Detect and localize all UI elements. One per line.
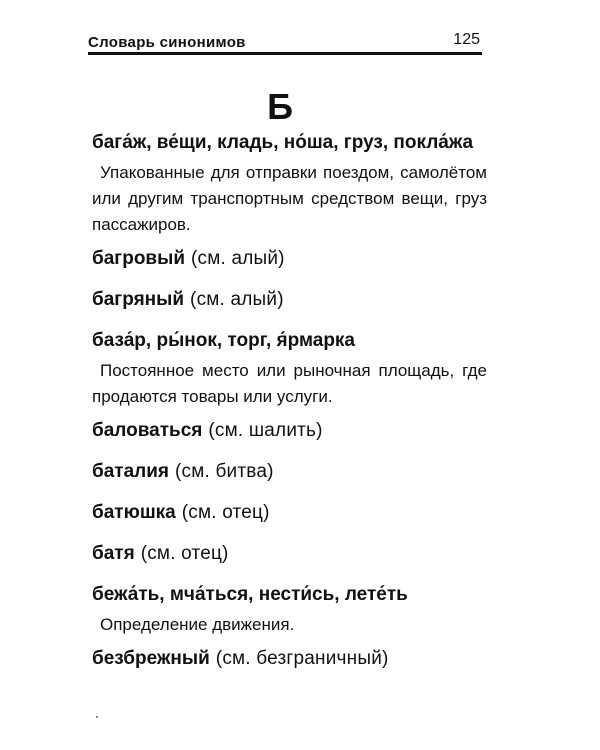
- headword: багряный: [92, 289, 185, 310]
- cross-reference: (см. битва): [175, 461, 274, 482]
- print-speck: [96, 716, 98, 718]
- entry-batyushka: [92, 500, 487, 525]
- headword: батя: [92, 543, 135, 564]
- entry-balovatsya: [92, 418, 487, 443]
- cross-reference: (см. отец): [140, 543, 229, 564]
- headword: багровый: [92, 248, 186, 269]
- entry-list: [92, 130, 487, 671]
- book-title: Словарь синонимов: [88, 34, 246, 51]
- definition: Упакованные для отправки поездом, самолётом или другим транспортным средством вещи, груз пассажиров.: [92, 163, 487, 234]
- entry-bagrovyi: [92, 246, 487, 271]
- header-rule: [88, 52, 482, 55]
- entry-bazar: [92, 328, 487, 410]
- headword: база́р, ры́нок, торг, я́рмарка: [92, 330, 356, 351]
- page-number: 125: [453, 31, 480, 48]
- running-head: [88, 30, 482, 54]
- entry-bezhat: [92, 582, 487, 638]
- cross-reference: (см. безграничный): [215, 648, 389, 669]
- section-letter: Б: [267, 86, 293, 127]
- entry-bataliya: [92, 459, 487, 484]
- entry-bagazh: [92, 130, 487, 238]
- headword: безбрежный: [92, 648, 210, 669]
- entry-bezbrezhnyi: [92, 646, 487, 671]
- headword: баталия: [92, 461, 170, 482]
- headword: бежа́ть, мча́ться, нести́сь, лете́ть: [92, 584, 408, 605]
- definition: Определение движения.: [100, 615, 295, 634]
- cross-reference: (см. шалить): [208, 420, 323, 441]
- headword: батюшка: [92, 502, 176, 523]
- definition: Постоянное место или рыночная площадь, где продаются товары или услуги.: [92, 361, 487, 406]
- cross-reference: (см. алый): [190, 289, 284, 310]
- cross-reference: (см. алый): [191, 248, 285, 269]
- entry-bagryanyi: [92, 287, 487, 312]
- headword: баловаться: [92, 420, 203, 441]
- entry-batya: [92, 541, 487, 566]
- cross-reference: (см. отец): [181, 502, 270, 523]
- headword: бага́ж, ве́щи, кладь, но́ша, груз, покла́жа: [92, 132, 474, 153]
